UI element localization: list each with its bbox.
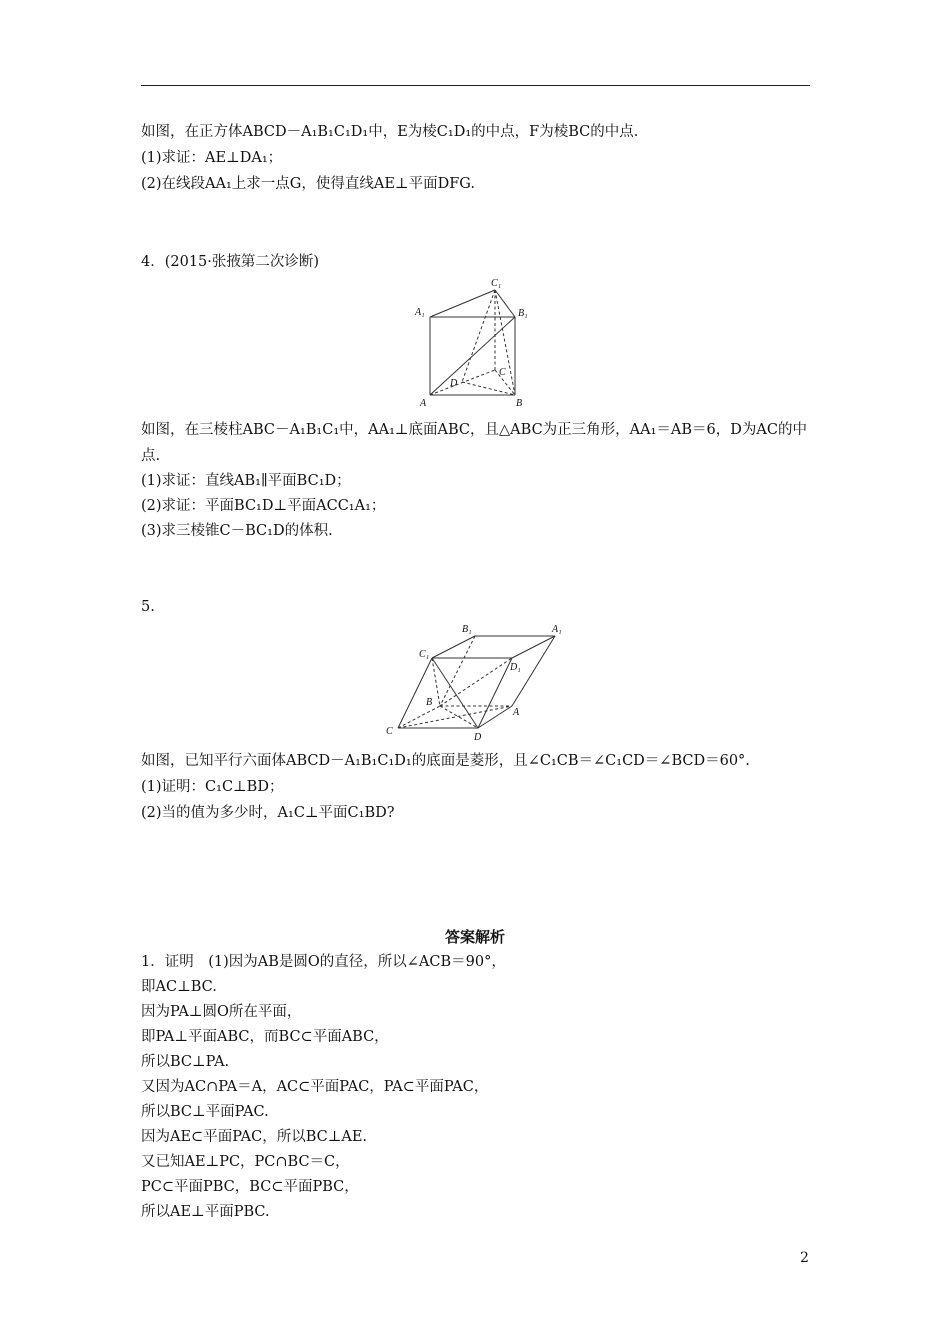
answer-line: PC⊂平面PBC，BC⊂平面PBC， — [141, 1179, 359, 1195]
q5-part2: (2)当的值为多少时，A₁C⊥平面C₁BD? — [141, 805, 395, 821]
q5-part1: (1)证明：C₁C⊥BD； — [141, 779, 284, 795]
label-c: C — [386, 726, 393, 737]
label-a1: A₁ — [415, 307, 425, 318]
label-a: A — [513, 707, 520, 718]
top-rule — [141, 85, 810, 86]
answer-line: 因为PA⊥圆O所在平面， — [141, 1004, 302, 1020]
q4-text-b: 点. — [141, 448, 161, 464]
label-c1: C₁ — [419, 649, 430, 660]
q5-header: 5. — [141, 599, 155, 615]
label-b: B — [516, 398, 523, 409]
label-b: B — [426, 697, 433, 708]
q3-part2: (2)在线段AA₁上求一点G，使得直线AE⊥平面DFG. — [141, 176, 475, 192]
label-a1: A₁ — [552, 624, 562, 635]
q3-part1: (1)求证：AE⊥DA₁； — [141, 150, 283, 166]
answer-line: 所以BC⊥PA. — [141, 1054, 230, 1070]
answer-line: 又已知AE⊥PC，PC∩BC＝C， — [141, 1154, 350, 1170]
page-number: 2 — [800, 1250, 809, 1266]
answers-heading: 答案解析 — [444, 928, 505, 946]
label-a: A — [420, 398, 427, 409]
answer-line: 1．证明 (1)因为AB是圆O的直径，所以∠ACB＝90°， — [141, 954, 506, 970]
q5-parallelepiped-figure — [380, 618, 580, 743]
label-c1: C₁ — [491, 278, 502, 289]
q4-part3: (3)求三棱锥C－BC₁D的体积. — [141, 523, 333, 539]
label-b1: B₁ — [462, 624, 472, 635]
q4-text-a: 如图，在三棱柱ABC－A₁B₁C₁中，AA₁⊥底面ABC，且△ABC为正三角形，AA₁＝AB＝6，D为AC的中 — [141, 422, 807, 438]
label-b1: B₁ — [518, 308, 528, 319]
answer-line: 所以AE⊥平面PBC. — [141, 1204, 270, 1220]
q4-part2: (2)求证：平面BC₁D⊥平面ACC₁A₁； — [141, 498, 386, 514]
q4-prism-figure — [410, 272, 540, 412]
answer-line: 因为AE⊂平面PAC，所以BC⊥AE. — [141, 1129, 368, 1145]
label-d: D — [450, 378, 458, 389]
answer-line: 即AC⊥BC. — [141, 979, 217, 995]
q4-header: 4．(2015·张掖第二次诊断) — [141, 254, 320, 270]
label-d1: D₁ — [510, 662, 521, 673]
answer-line: 即PA⊥平面ABC，而BC⊂平面ABC， — [141, 1029, 389, 1045]
label-d: D — [474, 732, 482, 743]
q5-text: 如图，已知平行六面体ABCD－A₁B₁C₁D₁的底面是菱形，且∠C₁CB＝∠C₁CD＝∠BCD＝60°. — [141, 753, 750, 769]
answer-line: 又因为AC∩PA＝A，AC⊂平面PAC，PA⊂平面PAC， — [141, 1079, 489, 1095]
answer-line: 所以BC⊥平面PAC. — [141, 1104, 269, 1120]
label-c: C — [499, 367, 506, 378]
q3-text: 如图，在正方体ABCD－A₁B₁C₁D₁中，E为棱C₁D₁的中点，F为棱BC的中点. — [141, 124, 639, 140]
q4-part1: (1)求证：直线AB₁∥平面BC₁D； — [141, 473, 351, 489]
